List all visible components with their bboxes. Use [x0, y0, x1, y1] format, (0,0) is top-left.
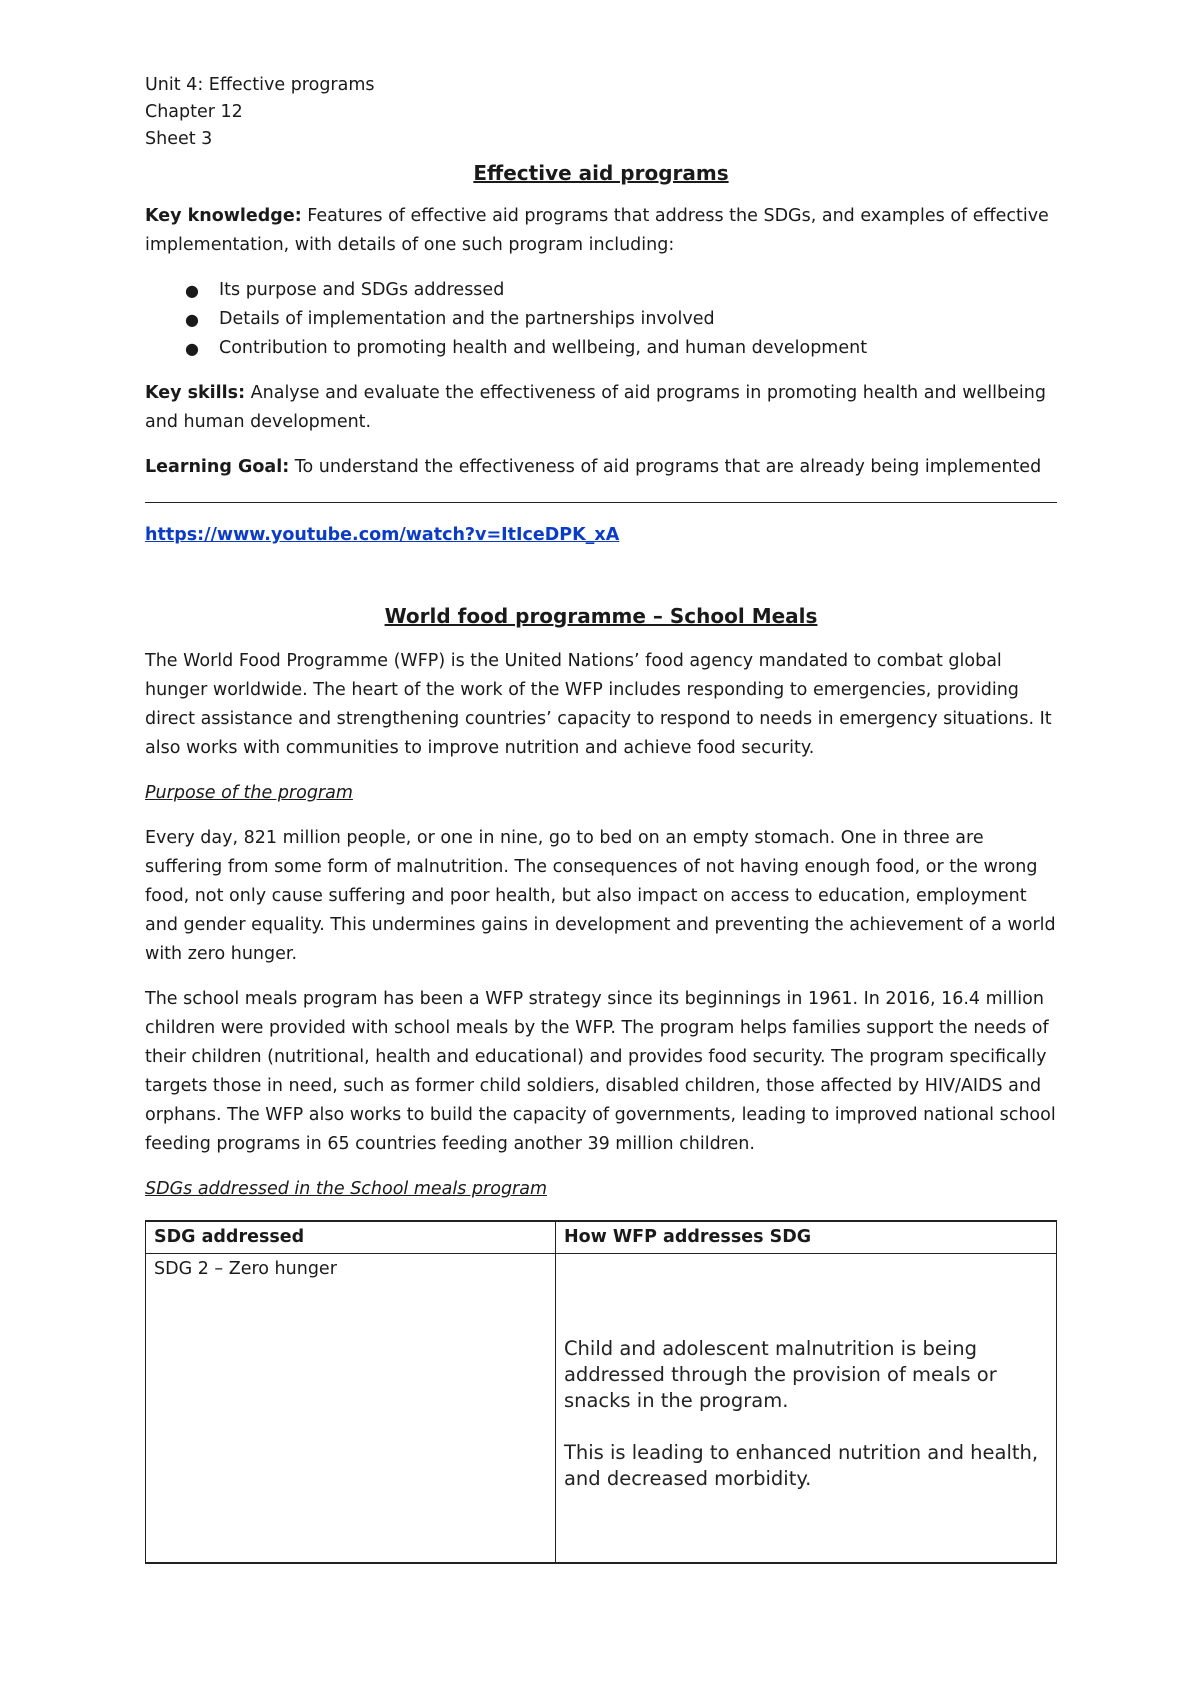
table-row: [146, 1254, 1057, 1564]
purpose-heading: Purpose of the program: [145, 783, 353, 803]
learning-goal-label: Learning Goal:: [145, 457, 290, 477]
table-header-row: [146, 1221, 1057, 1254]
page-title: Effective aid programs: [473, 161, 729, 185]
unit-line: Unit 4: Effective programs: [145, 75, 375, 95]
list-item-text: Details of implementation and the partnerships involved: [219, 309, 715, 329]
list-item: [185, 334, 1057, 363]
column-header-how: How WFP addresses SDG: [555, 1221, 1056, 1254]
key-knowledge-paragraph: [145, 202, 1057, 260]
list-item: [185, 276, 1057, 305]
key-skills-paragraph: [145, 379, 1057, 437]
key-knowledge-label: Key knowledge:: [145, 206, 302, 226]
bullet-icon: ●: [185, 310, 199, 329]
sheet-line: Sheet 3: [145, 129, 213, 149]
bullet-icon: ●: [185, 281, 199, 300]
list-item-text: Contribution to promoting health and wellbeing, and human development: [219, 338, 868, 358]
section-title: World food programme – School Meals: [384, 604, 818, 628]
how-text-1: Child and adolescent malnutrition is being addressed through the provision of meals or snacks in the program.: [563, 1337, 997, 1412]
section-divider: [145, 502, 1057, 503]
sdg-table: [145, 1220, 1057, 1564]
list-item-text: Its purpose and SDGs addressed: [219, 280, 505, 300]
sdg-cell: SDG 2 – Zero hunger: [146, 1254, 556, 1564]
wfp-intro-paragraph: The World Food Programme (WFP) is the United Nations’ food agency mandated to combat global hunger worldwide. The heart of the work of the WFP includes responding to emergencies, providing direct assistance and strengthening countries’ capacity to respond to needs in emergency situations. It also works with communities to improve nutrition and achieve food security.: [145, 651, 1052, 758]
purpose-paragraph-2: The school meals program has been a WFP strategy since its beginnings in 1961. In 2016, 16.4 million children were provided with school meals by the WFP. The program helps families support the needs of their children (nutritional, health and educational) and provides food security. The program specifically targets those in need, such as former child soldiers, disabled children, those affected by HIV/AIDS and orphans. The WFP also works to build the capacity of governments, leading to improved national school feeding programs in 65 countries feeding another 39 million children.: [145, 989, 1056, 1154]
bullet-icon: ●: [185, 339, 199, 358]
youtube-video-link[interactable]: https://www.youtube.com/watch?v=ItIceDPK_xA: [145, 525, 620, 545]
sdg-heading: SDGs addressed in the School meals program: [145, 1179, 548, 1199]
column-header-sdg: SDG addressed: [146, 1221, 556, 1254]
key-knowledge-list: [145, 276, 1057, 363]
key-knowledge-text: Features of effective aid programs that address the SDGs, and examples of effective implementation, with details of one such program including:: [145, 206, 1049, 255]
learning-goal-paragraph: [145, 453, 1057, 482]
key-skills-text: Analyse and evaluate the effectiveness of aid programs in promoting health and wellbeing and human development.: [145, 383, 1046, 432]
chapter-line: Chapter 12: [145, 102, 243, 122]
how-cell: [555, 1254, 1056, 1564]
key-skills-label: Key skills:: [145, 383, 246, 403]
how-text-2: This is leading to enhanced nutrition and health, and decreased morbidity.: [563, 1441, 1039, 1490]
list-item: [185, 305, 1057, 334]
document-content: [145, 72, 1057, 1564]
purpose-paragraph-1: Every day, 821 million people, or one in nine, go to bed on an empty stomach. One in three are suffering from some form of malnutrition. The consequences of not having enough food, or the wrong food, not only cause suffering and poor health, but also impact on access to education, employment and gender equality. This undermines gains in development and preventing the achievement of a world with zero hunger.: [145, 828, 1056, 964]
learning-goal-text: To understand the effectiveness of aid programs that are already being implemented: [289, 457, 1042, 477]
